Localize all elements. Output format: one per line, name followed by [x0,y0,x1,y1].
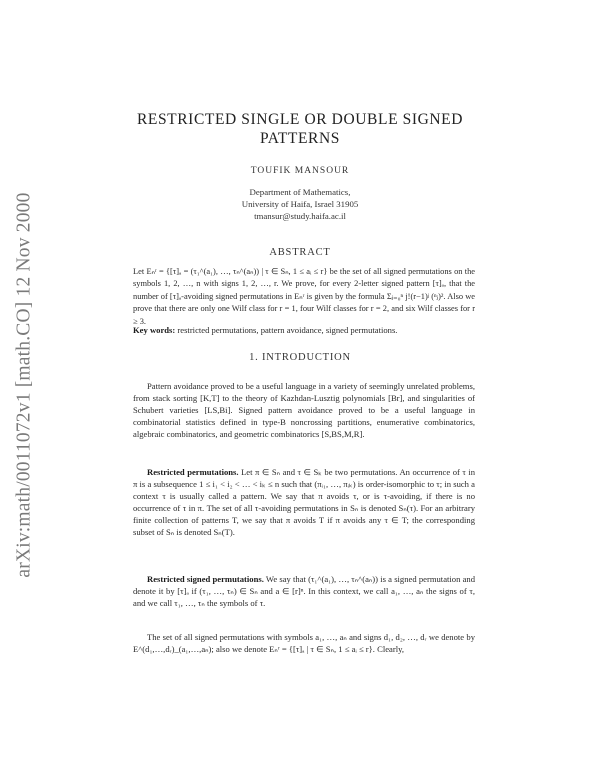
affiliation-dept: Department of Mathematics, [249,187,351,197]
abstract-heading: ABSTRACT [269,247,331,258]
keywords-label: Key words: [133,325,176,335]
intro-paragraph-4: The set of all signed permutations with symbols a₁, …, aₙ and signs d₁, d₂, …, dᵣ we denote by E^(d₁,…,dᵣ)_(a₁,…,aₙ); also we denote Eₙʳ = {[τ]ₐ | τ ∈ Sₙ, 1 ≤ aᵢ ≤ r}. Clearly, [133,632,475,655]
restricted-permutations-text: Let π ∈ Sₙ and τ ∈ Sₖ be two permutations. An occurrence of τ in π is a subsequence 1 ≤ i₁ < i₂ < … < iₖ ≤ n such that (πᵢ₁, …, πᵢₖ) is order-isomorphic to τ; in such a context τ is usually called a pattern. We say that π avoids τ, or is τ-avoiding, if there is no occurrence of τ in π. The set of all τ-avoiding permutations in Sₙ is denoted Sₙ(τ). For an arbitrary finite collection of patterns T, we say that π avoids T if π avoids any τ ∈ T; the corresponding subset of Sₙ is denoted Sₙ(T). [133,467,476,538]
intro-paragraph-3 [133,573,475,609]
restricted-permutations-label: Restricted permutations. [147,467,239,477]
arxiv-margin-stamp [10,150,40,620]
intro-paragraph-1: Pattern avoidance proved to be a useful language in a variety of seemingly unrelated problems, from stack sorting [K,T] to the theory of Kazhdan-Lusztig polynomials [Br], and singularities of Schubert varieties [LS,Bi]. Signed pattern avoidance proved to be a useful language in combinatorial statistics defined in type-B noncrossing partitions, enumerative combinatorics, algebraic combinatorics, and geometric combinatorics [S,BS,M,R]. [133,381,475,440]
abstract-text: Let Eₙʳ = {[τ]ₐ = (τ₁^(a₁), …, τₙ^(aₙ)) | τ ∈ Sₙ, 1 ≤ aᵢ ≤ r} be the set of all signed permutations on the symbols 1, 2, …, n with signs 1, 2, …, r. We prove, for every 2-letter signed pattern [τ]ₐ, that the number of [τ]ₐ-avoiding signed permutations in Eₙʳ is given by the formula Σⱼ₌₀ⁿ j!(r−1)ʲ (ⁿⱼ)². Also we prove that there are only one Wilf class for r = 1, four Wilf classes for r = 2, and six Wilf classes for r ≥ 3. [133,267,475,326]
intro-heading: 1. INTRODUCTION [249,352,351,363]
affiliation-email: tmansur@study.haifa.ac.il [254,211,346,221]
arxiv-stamp-text: arXiv:math/0011072v1 [math.CO] 12 Nov 2000 [14,192,35,578]
title-line-1: RESTRICTED SINGLE OR DOUBLE SIGNED [136,111,464,128]
author-name: TOUFIK MANSOUR [250,166,350,176]
keywords-text: restricted permutations, pattern avoidance, signed permutations. [177,325,398,335]
intro-paragraph-2 [133,466,475,539]
restricted-signed-label: Restricted signed permutations. [147,574,264,584]
keywords-line [133,324,475,336]
title-line-2: PATTERNS [259,130,341,147]
restricted-signed-text: We say that (τ₁^(a₁), …, τₙ^(aₙ)) is a signed permutation and denote it by [τ]ₐ if (τ₁, …, τₙ) ∈ Sₙ and a ∈ [r]ⁿ. In this context, we call a₁, …, aₙ the signs of τ, and we call τ₁, …, τₙ the symbols of τ. [133,574,475,609]
affiliation [90,186,510,222]
paper-title [90,110,510,148]
affiliation-university: University of Haifa, Israel 31905 [241,199,359,209]
